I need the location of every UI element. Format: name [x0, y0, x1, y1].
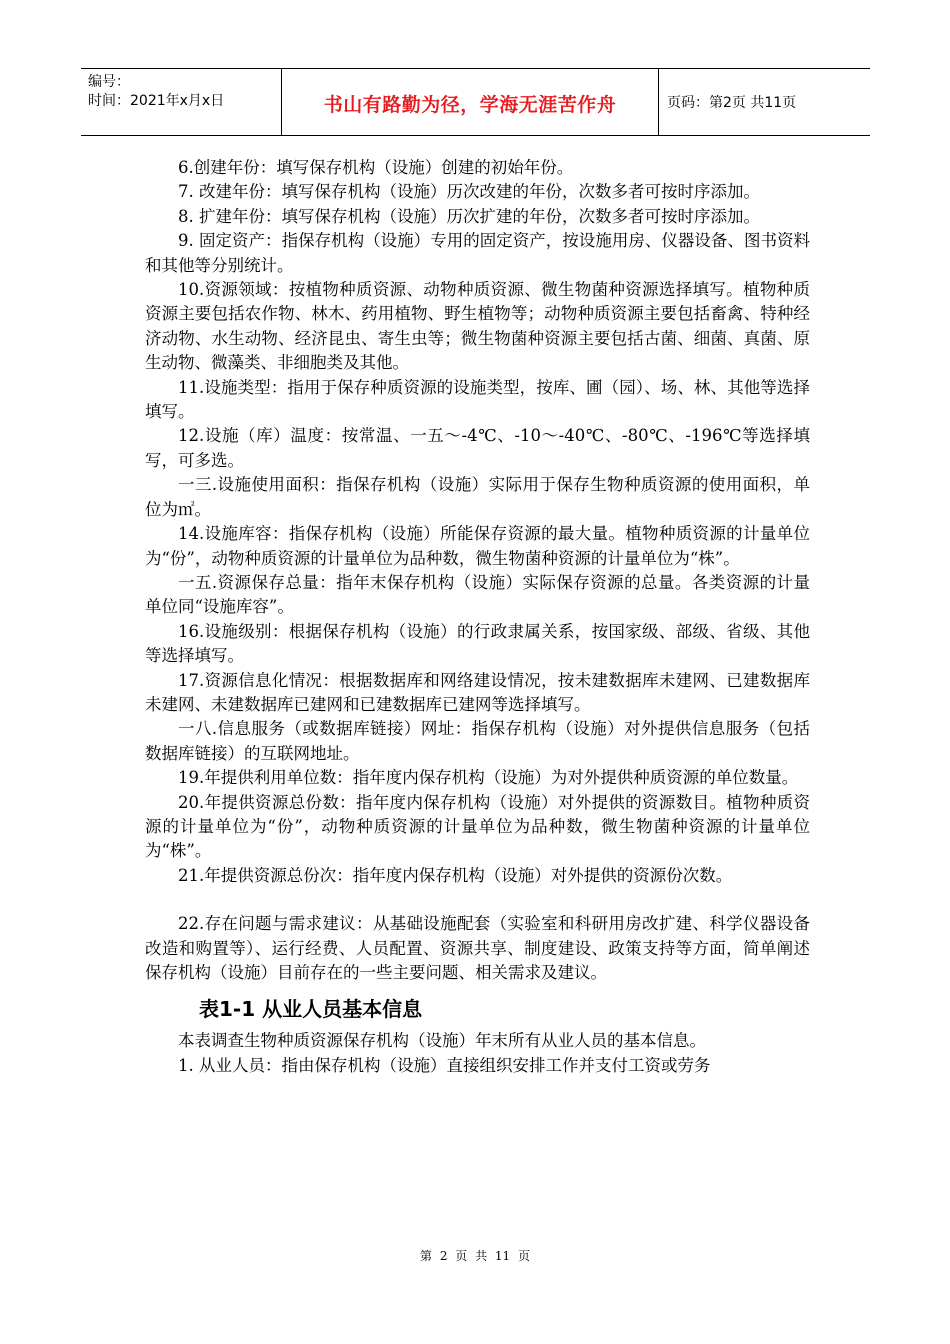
header-motto: 书山有路勤为径，学海无涯苦作舟 [323, 94, 617, 116]
paragraph-item-8: 8. 扩建年份：填写保存机构（设施）历次扩建的年份，次数多者可按时序添加。 [178, 206, 760, 226]
paragraph-item-17: 17.资源信息化情况：根据数据库和网络建设情况，按未建数据库未建网、已建数据库未建网、未建数据库已建网和已建数据库已建网等选择填写。 [145, 670, 810, 714]
section-item-1: 1. 从业人员：指由保存机构（设施）直接组织安排工作并支付工资或劳务 [178, 1055, 711, 1075]
section-intro-paragraph: 本表调查生物种质资源保存机构（设施）年末所有从业人员的基本信息。 [178, 1031, 706, 1051]
document-number-label: 编号： [88, 74, 130, 90]
paragraph-item-21: 21.年提供资源总份次：指年度内保存机构（设施）对外提供的资源份次数。 [178, 865, 733, 885]
paragraph-item-12: 12.设施（库）温度：按常温、一五～-4℃、-10～-40℃、-80℃、-196℃等选择填写，可多选。 [145, 426, 810, 470]
header-meta-cell [81, 69, 282, 135]
paragraph-item-19: 19.年提供利用单位数：指年度内保存机构（设施）为对外提供种质资源的单位数量。 [178, 768, 799, 788]
paragraph-item-7: 7. 改建年份：填写保存机构（设施）历次改建的年份，次数多者可按时序添加。 [178, 182, 760, 202]
paragraph-item-11: 11.设施类型：指用于保存种质资源的设施类型，按库、圃（园）、场、林、其他等选择填写。 [145, 377, 810, 422]
paragraph-item-10: 10.资源领域：按植物种质资源、动物种质资源、微生物菌种资源选择填写。植物种质资源主要包括农作物、林木、药用植物、野生植物等；动物种质资源主要包括畜禽、特种经济动物、水生动物、经济昆虫、寄生虫等；微生物菌种资源主要包括古菌、细菌、真菌、原生动物、微藻类、非细胞类及其他。 [145, 280, 810, 373]
header-page-info: 页码：第2页 共11页 [667, 95, 797, 111]
paragraph-item-16: 16.设施级别：根据保存机构（设施）的行政隶属关系，按国家级、部级、省级、其他等选择填写。 [145, 621, 810, 666]
paragraph-item-9: 9. 固定资产：指保存机构（设施）专用的固定资产，按设施用房、仪器设备、图书资料和其他等分别统计。 [145, 231, 810, 275]
header-page-cell [659, 69, 870, 135]
paragraph-item-22: 22.存在问题与需求建议：从基础设施配套（实验室和科研用房改扩建、科学仪器设备改造和购置等）、运行经费、人员配置、资源共享、制度建设、政策支持等方面，简单阐述保存机构（设施）目前存在的一些主要问题、相关需求及建议。 [145, 914, 810, 982]
section-title: 表1-1 从业人员基本信息 [199, 997, 423, 1022]
paragraph-item-14: 14.设施库容：指保存机构（设施）所能保存资源的最大量。植物种质资源的计量单位为“份”，动物种质资源的计量单位为品种数，微生物菌种资源的计量单位为“株”。 [145, 524, 810, 568]
page-header [81, 68, 870, 136]
document-time-label: 时间：2021年x月x日 [88, 93, 225, 109]
paragraph-item-6: 6.创建年份：填写保存机构（设施）创建的初始年份。 [178, 158, 574, 177]
paragraph-item-15: 一五.资源保存总量：指年末保存机构（设施）实际保存资源的总量。各类资源的计量单位同“设施库容”。 [145, 572, 810, 617]
document-body [145, 156, 810, 1078]
page-footer: 第 2 页 共 11 页 [420, 1249, 530, 1263]
header-motto-cell [282, 69, 659, 135]
paragraph-item-13: 一三.设施使用面积：指保存机构（设施）实际用于保存生物种质资源的使用面积，单位为㎡。 [145, 475, 810, 519]
paragraph-item-20: 20.年提供资源总份数：指年度内保存机构（设施）对外提供的资源数目。植物种质资源的计量单位为“份”，动物种质资源的计量单位为品种数，微生物菌种资源的计量单位为“株”。 [145, 792, 810, 861]
paragraph-item-18: 一八.信息服务（或数据库链接）网址：指保存机构（设施）对外提供信息服务（包括数据库链接）的互联网地址。 [145, 719, 810, 763]
